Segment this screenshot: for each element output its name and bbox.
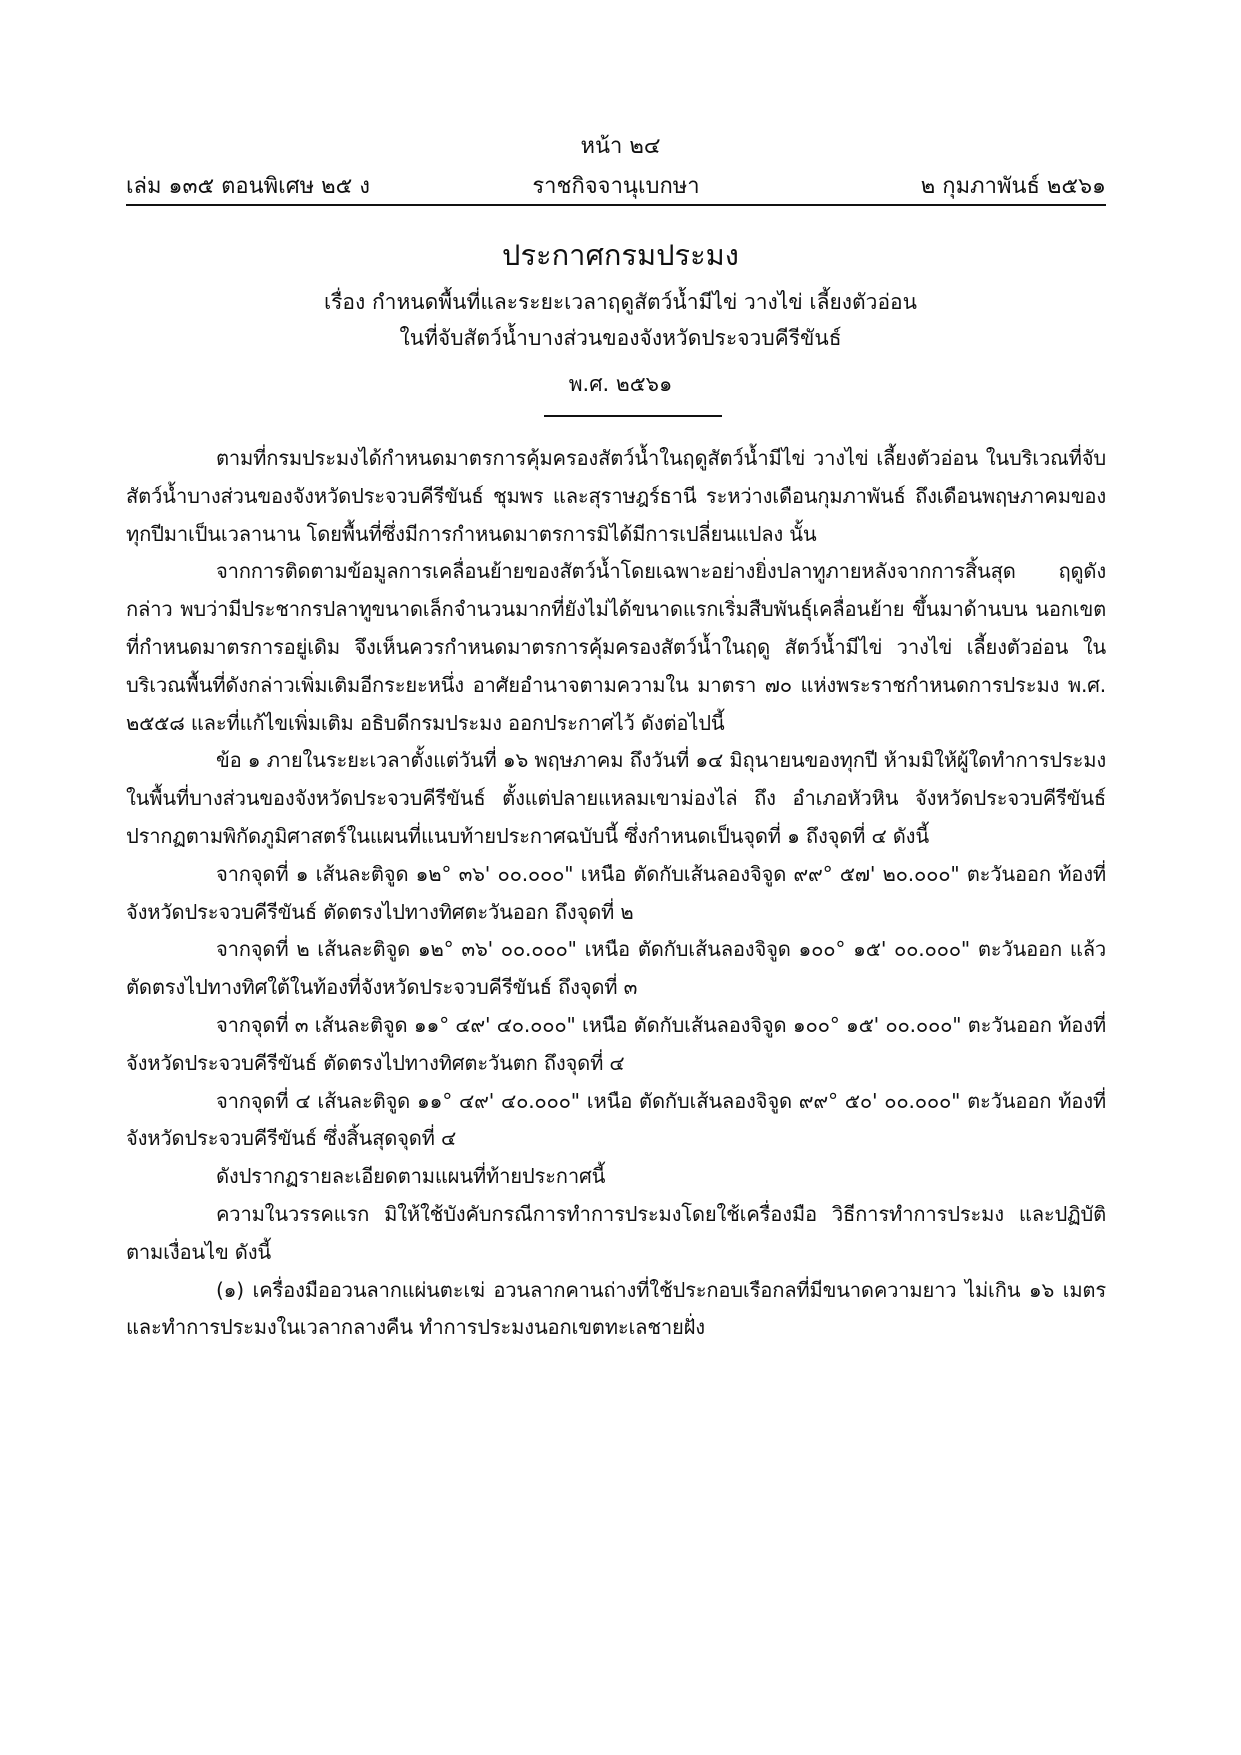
page-number: หน้า ๒๔ [580, 134, 661, 159]
title-divider [544, 415, 722, 417]
paragraph-point-1: จากจุดที่ ๑ เส้นละติจูด ๑๒° ๓๖' ๐๐.๐๐๐" เหนือ ตัดกับเส้นลองจิจูด ๙๙° ๕๗' ๒๐.๐๐๐" ตะวันออก ท้องที่จังหวัดประจวบคีรีขันธ์ ตัดตรงไปทางทิศตะวันออก ถึงจุดที่ ๒ [126, 861, 1106, 924]
subject-line-1: เรื่อง กำหนดพื้นที่และระยะเวลาฤดูสัตว์น้ำมีไข่ วางไข่ เลี้ยงตัวอ่อน [323, 290, 918, 314]
paragraph-exemption: ความในวรรคแรก มิให้ใช้บังคับกรณีการทำการประมงโดยใช้เครื่องมือ วิธีการทำการประมง และปฏิบัติตามเงื่อนไข ดังนี้ [126, 1201, 1106, 1264]
announcement-title: ประกาศกรมประมง [502, 238, 739, 272]
publication-date: ๒ กุมภาพันธ์ ๒๕๖๑ [920, 174, 1106, 199]
paragraph-rationale: จากการติดตามข้อมูลการเคลื่อนย้ายของสัตว์น้ำโดยเฉพาะอย่างยิ่งปลาทูภายหลังจากการสิ้นสุด ฤดูดังกล่าว พบว่ามีประชากรปลาทูขนาดเล็กจำนวนมากที่ยังไม่ได้ขนาดแรกเริ่มสืบพันธุ์เคลื่อนย้าย ขึ้นมาด้านบน นอกเขตที่กำหนดมาตรการอยู่เดิม จึงเห็นควรกำหนดมาตรการคุ้มครองสัตว์น้ำในฤดู สัตว์น้ำมีไข่ วางไข่ เลี้ยงตัวอ่อน ในบริเวณพื้นที่ดังกล่าวเพิ่มเติมอีกระยะหนึ่ง อาศัยอำนาจตามความใน มาตรา ๗๐ แห่งพระราชกำหนดการประมง พ.ศ. ๒๕๕๘ และที่แก้ไขเพิ่มเติม อธิบดีกรมประมง ออกประกาศไว้ ดังต่อไปนี้ [126, 559, 1106, 735]
paragraph-exemption-item-1: (๑) เครื่องมืออวนลากแผ่นตะเฆ่ อวนลากคานถ่างที่ใช้ประกอบเรือกลที่มีขนาดความยาว ไม่เกิน ๑๖ เมตร และทำการประมงในเวลากลางคืน ทำการประมงนอกเขตทะเลชายฝั่ง [126, 1277, 1106, 1340]
paragraph-point-4: จากจุดที่ ๔ เส้นละติจูด ๑๑° ๔๙' ๔๐.๐๐๐" เหนือ ตัดกับเส้นลองจิจูด ๙๙° ๕๐' ๐๐.๐๐๐" ตะวันออก ท้องที่จังหวัดประจวบคีรีขันธ์ ซึ่งสิ้นสุดจุดที่ ๔ [126, 1088, 1106, 1151]
gazette-header [126, 168, 1106, 202]
volume-info: เล่ม ๑๓๕ ตอนพิเศษ ๒๕ ง [126, 174, 371, 199]
announcement-body [126, 440, 1106, 1347]
paragraph-map-reference: ดังปรากฏรายละเอียดตามแผนที่ท้ายประกาศนี้ [216, 1164, 606, 1189]
paragraph-background: ตามที่กรมประมงได้กำหนดมาตรการคุ้มครองสัตว์น้ำในฤดูสัตว์น้ำมีไข่ วางไข่ เลี้ยงตัวอ่อน ในบริเวณที่จับสัตว์น้ำบางส่วนของจังหวัดประจวบคีรีขันธ์ ชุมพร และสุราษฎร์ธานี ระหว่างเดือนกุมภาพันธ์ ถึงเดือนพฤษภาคมของทุกปีมาเป็นเวลานาน โดยพื้นที่ซึ่งมีการกำหนดมาตรการมิได้มีการเปลี่ยนแปลง นั้น [126, 446, 1106, 546]
subject-line-2: ในที่จับสัตว์น้ำบางส่วนของจังหวัดประจวบคีรีขันธ์ [399, 326, 842, 350]
publication-name: ราชกิจจานุเบกษา [532, 174, 700, 199]
paragraph-clause-1: ข้อ ๑ ภายในระยะเวลาตั้งแต่วันที่ ๑๖ พฤษภาคม ถึงวันที่ ๑๔ มิถุนายนของทุกปี ห้ามมิให้ผู้ใดทำการประมงในพื้นที่บางส่วนของจังหวัดประจวบคีรีขันธ์ ตั้งแต่ปลายแหลมเขาม่องไล่ ถึง อำเภอหัวหิน จังหวัดประจวบคีรีขันธ์ ปรากฏตามพิกัดภูมิศาสตร์ในแผนที่แนบท้ายประกาศฉบับนี้ ซึ่งกำหนดเป็นจุดที่ ๑ ถึงจุดที่ ๔ ดังนี้ [126, 748, 1106, 848]
paragraph-point-2: จากจุดที่ ๒ เส้นละติจูด ๑๒° ๓๖' ๐๐.๐๐๐" เหนือ ตัดกับเส้นลองจิจูด ๑๐๐° ๑๕' ๐๐.๐๐๐" ตะวันออก แล้วตัดตรงไปทางทิศใต้ในท้องที่จังหวัดประจวบคีรีขันธ์ ถึงจุดที่ ๓ [126, 937, 1106, 1000]
announcement-year: พ.ศ. ๒๕๖๑ [568, 372, 673, 396]
header-divider [126, 204, 1106, 206]
paragraph-point-3: จากจุดที่ ๓ เส้นละติจูด ๑๑° ๔๙' ๔๐.๐๐๐" เหนือ ตัดกับเส้นลองจิจูด ๑๐๐° ๑๕' ๐๐.๐๐๐" ตะวันออก ท้องที่จังหวัดประจวบคีรีขันธ์ ตัดตรงไปทางทิศตะวันตก ถึงจุดที่ ๔ [126, 1012, 1106, 1075]
